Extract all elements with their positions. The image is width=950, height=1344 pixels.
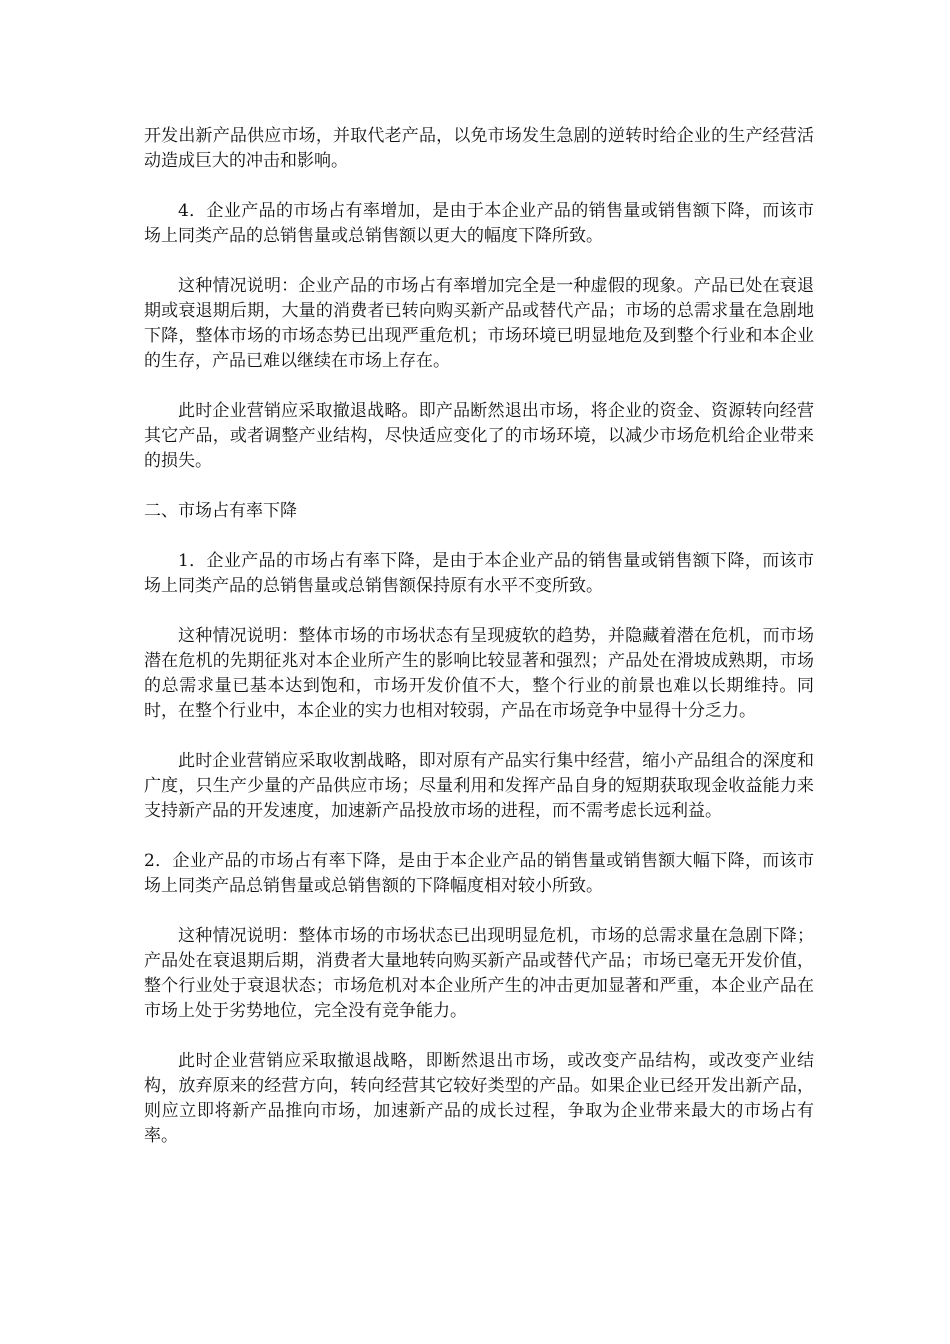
paragraph-explanation: 这种情况说明：企业产品的市场占有率增加完全是一种虚假的现象。产品已处在衰退期或衰退期后期，大量的消费者已转向购买新产品或替代产品；市场的总需求量在急剧地下降，整体市场的市场态势已出现严重危机；市场环境已明显地危及到整个行业和本企业的生存，产品已难以继续在市场上存在。 xyxy=(144,276,814,371)
paragraph-strategy: 此时企业营销应采取收割战略，即对原有产品实行集中经营，缩小产品组合的深度和广度，只生产少量的产品供应市场；尽量利用和发挥产品自身的短期获取现金收益能力来支持新产品的开发速度，加速新产品投放市场的进程，而不需考虑长远利益。 xyxy=(144,751,814,821)
paragraph-item-1: 1．企业产品的市场占有率下降，是由于本企业产品的销售量或销售额下降，而该市场上同类产品的总销售量或总销售额保持原有水平不变所致。 xyxy=(144,551,814,596)
document-page xyxy=(144,124,814,1174)
section-heading: 二、市场占有率下降 xyxy=(144,501,297,521)
paragraph-item-2: 2．企业产品的市场占有率下降，是由于本企业产品的销售量或销售额大幅下降，而该市场上同类产品总销售量或总销售额的下降幅度相对较小所致。 xyxy=(144,851,814,896)
paragraph-item-4: 4．企业产品的市场占有率增加，是由于本企业产品的销售量或销售额下降，而该市场上同类产品的总销售量或总销售额以更大的幅度下降所致。 xyxy=(144,201,814,246)
paragraph-continuation: 开发出新产品供应市场，并取代老产品，以免市场发生急剧的逆转时给企业的生产经营活动造成巨大的冲击和影响。 xyxy=(144,126,814,171)
paragraph-strategy: 此时企业营销应采取撤退战略。即产品断然退出市场，将企业的资金、资源转向经营其它产品，或者调整产业结构，尽快适应变化了的市场环境，以减少市场危机给企业带来的损失。 xyxy=(144,401,814,471)
paragraph-strategy: 此时企业营销应采取撤退战略，即断然退出市场，或改变产品结构，或改变产业结构，放弃原来的经营方向，转向经营其它较好类型的产品。如果企业已经开发出新产品，则应立即将新产品推向市场，加速新产品的成长过程，争取为企业带来最大的市场占有率。 xyxy=(144,1051,814,1146)
paragraph-explanation: 这种情况说明：整体市场的市场状态有呈现疲软的趋势，并隐藏着潜在危机，而市场潜在危机的先期征兆对本企业所产生的影响比较显著和强烈；产品处在滑坡成熟期，市场的总需求量已基本达到饱和，市场开发价值不大，整个行业的前景也难以长期维持。同时，在整个行业中，本企业的实力也相对较弱，产品在市场竞争中显得十分乏力。 xyxy=(144,626,814,721)
paragraph-explanation: 这种情况说明：整体市场的市场状态已出现明显危机，市场的总需求量在急剧下降；产品处在衰退期后期，消费者大量地转向购买新产品或替代产品；市场已毫无开发价值，整个行业处于衰退状态；市场危机对本企业所产生的冲击更加显著和严重，本企业产品在市场上处于劣势地位，完全没有竞争能力。 xyxy=(144,926,814,1021)
